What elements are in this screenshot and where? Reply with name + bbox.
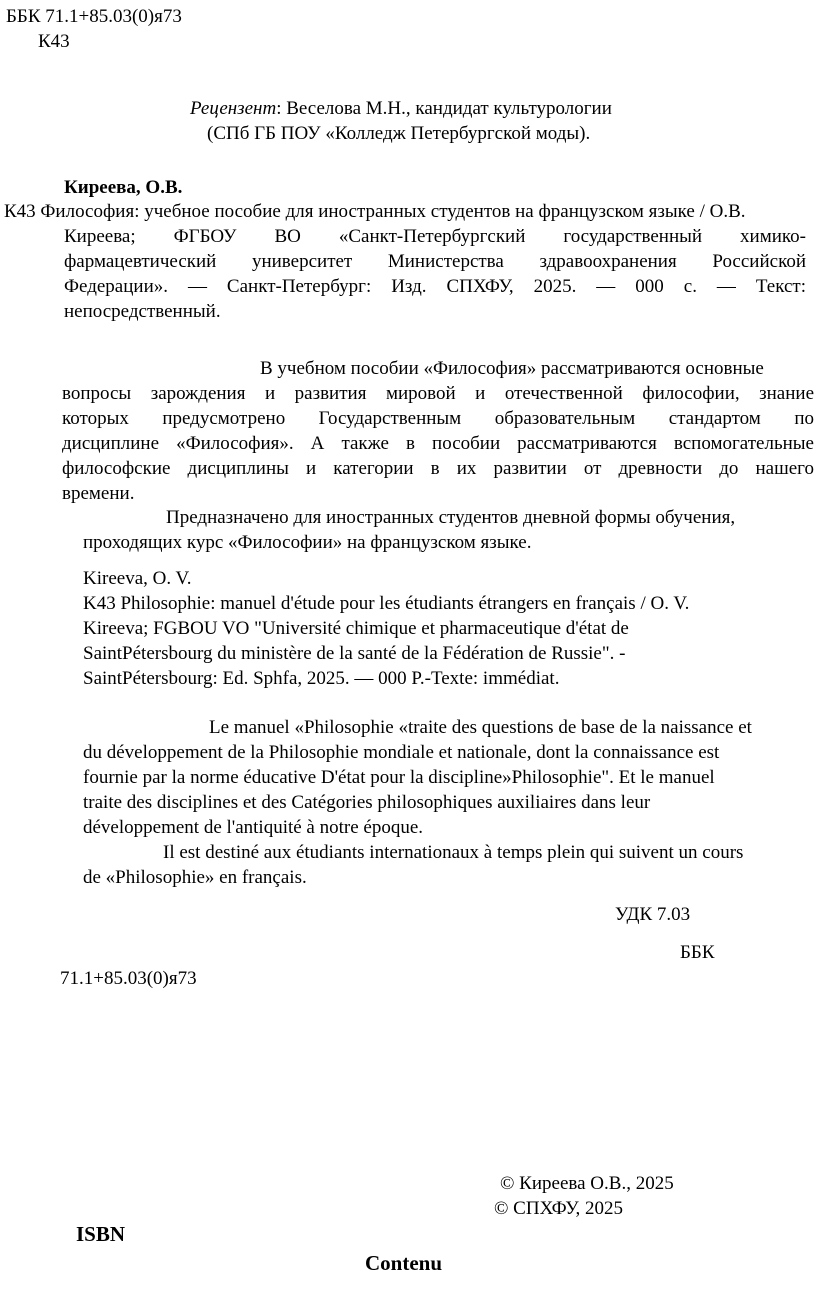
fr-record-line: SaintPétersbourg: Ed. Sphfa, 2025. — 000 P.-Texte: immédiat. [83,668,560,689]
ru-annotation-line: вопросы зарождения и развития мировой и отечественной философии, знание [62,383,814,404]
fr-annotation-line: Il est destiné aux étudiants internationaux à temps plein qui suivent un cours [163,842,744,863]
fr-record-line: Kireeva; FGBOU VO "Université chimique et pharmaceutique d'état de [83,618,629,639]
ru-annotation-line: которых предусмотрено Государственным образовательным стандартом по [62,408,814,429]
ru-bibliographic-record [4,199,806,324]
author-mark: К43 [38,31,70,52]
copyright-publisher: © СПХФУ, 2025 [494,1198,624,1219]
reviewer-text: : Веселова М.Н., кандидат культурологии [276,98,612,119]
reviewer-affiliation: (СПб ГБ ПОУ «Колледж Петербургской моды). [207,123,591,144]
ru-annotation-line: времени. [62,483,135,504]
ru-purpose-line: Предназначено для иностранных студентов дневной формы обучения, [166,507,736,528]
contents-heading: Contenu [365,1251,443,1275]
ru-record-line: Федерации». — Санкт-Петербург: Изд. СПХФУ, 2025. — 000 с. — Текст: [64,276,806,297]
fr-annotation [83,715,813,890]
ru-annotation [62,356,814,506]
fr-annotation-line: traite des disciplines et des Catégories philosophiques auxiliaires dans leur [83,792,651,813]
fr-bibliographic-record [83,566,783,691]
fr-record-line: Kireeva, O. V. [83,568,192,589]
reviewer-label: Рецензент [190,98,277,119]
fr-record-line: SaintPétersbourg du ministère de la santé de la Fédération de Russie". - [83,643,626,664]
ru-record-line: непосредственный. [64,301,221,322]
fr-record-line: K43 Philosophie: manuel d'étude pour les étudiants étrangers en français / O. V. [83,593,690,614]
ru-record-line: К43 Философия: учебное пособие для иностранных студентов на французском языке / О.В. [4,201,746,222]
fr-annotation-line: de «Philosophie» en français. [83,867,307,888]
copyright-author: © Киреева О.В., 2025 [500,1173,674,1194]
ru-purpose-line: проходящих курс «Философии» на французском языке. [83,532,532,553]
ru-record-line: фармацевтический университет Министерства здравоохранения Российской [64,251,806,272]
ru-record-line: Киреева; ФГБОУ ВО «Санкт-Петербургский государственный химико- [64,226,806,247]
udk-code: УДК 7.03 [615,904,691,925]
bbk-header: ББК 71.1+85.03(0)я73 [6,6,182,27]
fr-annotation-line: du développement de la Philosophie mondiale et nationale, dont la connaissance est [83,742,720,763]
fr-annotation-line: fournie par la norme éducative D'état pour la discipline»Philosophie". Et le manuel [83,767,715,788]
bbk-code: 71.1+85.03(0)я73 [60,968,197,989]
fr-annotation-line: Le manuel «Philosophie «traite des questions de base de la naissance et [209,717,752,738]
bbk-label: ББК [680,942,715,963]
ru-annotation-line: философские дисциплины и категории в их развитии от древности до нашего [62,458,814,479]
isbn-label: ISBN [76,1222,126,1246]
ru-annotation-line: В учебном пособии «Философия» рассматриваются основные [260,358,764,379]
ru-author-heading: Киреева, О.В. [64,177,183,198]
fr-annotation-line: développement de l'antiquité à notre époque. [83,817,424,838]
ru-annotation-line: дисциплине «Философия». А также в пособии рассматриваются вспомогательные [62,433,814,454]
reviewer-line [190,96,612,121]
